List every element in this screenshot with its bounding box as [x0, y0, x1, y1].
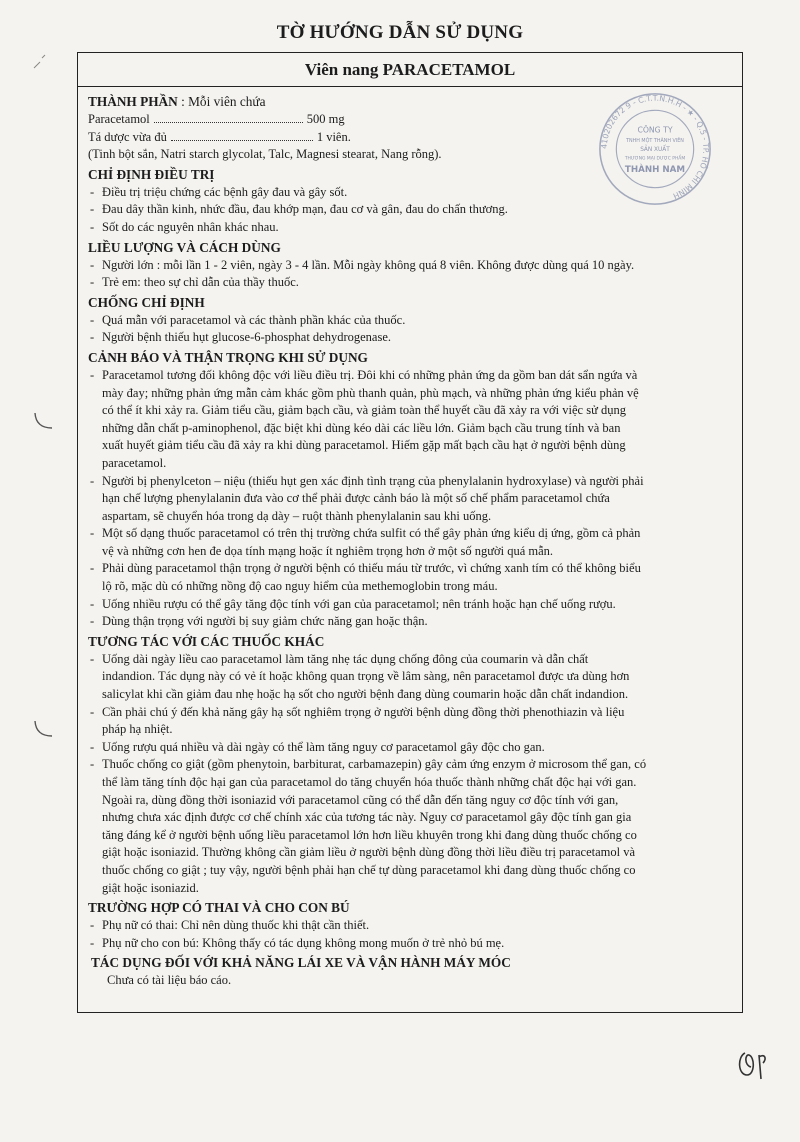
contraindications-item	[88, 329, 732, 347]
document-content	[78, 87, 742, 990]
dotted-leader	[154, 112, 303, 123]
text-line: - Paracetamol tương đối không độc với liều điều trị. Đôi khi có những phản ứng da gồm ban dát sẩn ngứa và	[102, 367, 638, 382]
text-line: - Uống nhiều rượu có thể gây tăng độc tính với gan của paracetamol; nên tránh hoặc hạn chế uống rượu.	[102, 596, 616, 611]
warnings-item	[88, 560, 732, 595]
text-line: có thể ít khi xảy ra. Giảm tiểu cầu, giảm bạch cầu, và giảm toàn thể huyết cầu đã xảy ra với việc sử dụng	[102, 403, 626, 418]
pregnancy-item	[88, 935, 732, 953]
company-stamp	[597, 91, 713, 207]
stamp-line: SẢN XUẤT	[640, 146, 670, 153]
text-line: tăng đáng kể ở người bệnh uống liều paracetamol lớn hơn liều khuyên trong khi đang dùng thuốc chống co	[102, 827, 637, 842]
text-line: giật hoặc isoniazid. Thường không cần giảm liều ở người bệnh dùng đồng thời liều điều trị paracetamol và	[102, 845, 636, 860]
text-line: hạn chế lượng phenylalanin đưa vào cơ thể phải được cảnh báo là một số chế phẩm paracetamol chứa	[102, 491, 610, 506]
warnings-item	[88, 367, 732, 473]
stamp-ring-text: 410202672 9 - C.T.T.N.H.H - ★ - Q.5 - TP. HỒ CHÍ MINH	[599, 93, 711, 201]
sections	[88, 165, 732, 990]
interactions-heading: TƯƠNG TÁC VỚI CÁC THUỐC KHÁC	[88, 633, 325, 649]
interactions-item	[88, 651, 732, 704]
pregnancy-item	[88, 917, 732, 935]
warnings-item	[88, 525, 732, 560]
dosage-item	[88, 274, 732, 292]
text-line: thể làm tăng tính độc hại gan của paracetamol do tăng chuyển hóa thuốc thành những chất độc hại với gan.	[102, 775, 637, 789]
ingredient-name: Paracetamol	[88, 112, 150, 126]
text-line: - Người bệnh thiếu hụt glucose-6-phosphat dehydrogenase.	[102, 330, 392, 345]
text-line: - Điều trị triệu chứng các bệnh gây đau và gây sốt.	[102, 184, 348, 199]
ingredient-amount: 500 mg	[306, 112, 345, 126]
indications-item	[88, 219, 732, 237]
text-line: - Dùng thận trọng với người bị suy giảm chức năng gan hoặc thận.	[102, 614, 428, 629]
document-title: TỜ HƯỚNG DẪN SỬ DỤNG	[276, 22, 524, 43]
text-line: nhưng chưa xác định được cơ chế chính xác của tương tác này. Nguy cơ paracetamol gây độc tính gan gia	[102, 810, 632, 825]
text-line: - Phụ nữ có thai: Chỉ nên dùng thuốc khi thật cần thiết.	[102, 918, 370, 933]
hole-punch-mark	[32, 410, 56, 434]
text-line: giật hoặc isoniazid.	[102, 880, 199, 895]
ingredient-amount: 1 viên.	[316, 129, 351, 144]
interactions-item	[88, 704, 732, 739]
dotted-leader	[171, 130, 313, 141]
excipients-note: (Tinh bột sắn, Natri starch glycolat, Talc, Magnesi stearat, Nang rỗng).	[88, 147, 442, 162]
text-line: vệ và những cơn hen đe dọa tính mạng hoặc ít nghiêm trọng hơn ở một số người quá mẫn.	[102, 543, 554, 558]
indications-heading: CHỈ ĐỊNH ĐIỀU TRỊ	[88, 166, 215, 182]
warnings-item	[88, 473, 732, 526]
text-line: mày đay; những phản ứng mẫn cảm khác gồm phù thanh quản, phù mạch, và những phản ứng kiểu phản vệ	[102, 385, 639, 400]
composition-heading-note: : Mỗi viên chứa	[177, 94, 266, 109]
stamp-line: TNHH MỘT THÀNH VIÊN	[626, 139, 684, 145]
text-line: những dẫn chất p-aminophenol, đặc biệt khi dùng kéo dài các liều lớn. Giảm bạch cầu trung tính và ban	[102, 420, 621, 435]
scan-speck	[28, 48, 58, 78]
text-line: salicylat khi cần giảm đau nhẹ hoặc hạ sốt cho người bệnh đang dùng coumarin hoặc dẫn chất indandion.	[102, 687, 629, 702]
composition-heading-text: THÀNH PHẦN	[88, 94, 178, 109]
text-line: - Một số dạng thuốc paracetamol có trên thị trường chứa sulfit có thể gây phản ứng kiểu dị ứng, gồm cả phản	[102, 526, 641, 541]
driving-text: Chưa có tài liệu báo cáo.	[107, 973, 232, 988]
text-line: - Người bị phenylceton – niệu (thiếu hụt gen xác định tình trạng của phenylalanin hydroxylase) và người phải	[102, 473, 644, 488]
driving-heading: TÁC DỤNG ĐỐI VỚI KHẢ NĂNG LÁI XE VÀ VẬN HÀNH MÁY MÓC	[91, 955, 511, 971]
text-line: thuốc chống co giật ; tuy vậy, người bệnh phải hạn chế tự dùng paracetamol khi đang dùng thuốc chống co	[102, 862, 636, 877]
contraindications-item	[88, 312, 732, 330]
interactions-item	[88, 739, 732, 757]
document-frame	[77, 52, 743, 1013]
contraindications-heading: CHỐNG CHỈ ĐỊNH	[88, 294, 205, 310]
text-line: - Uống rượu quá nhiều và dài ngày có thể làm tăng nguy cơ paracetamol gây độc cho gan.	[102, 739, 545, 754]
text-line: - Sốt do các nguyên nhân khác nhau.	[102, 219, 279, 234]
product-name: Viên nang PARACETAMOL	[78, 53, 742, 87]
text-line: - Đau dây thần kinh, nhức đầu, đau khớp mạn, đau cơ và gân, đau do chấn thương.	[102, 202, 508, 217]
text-line: - Người lớn : mỗi lần 1 - 2 viên, ngày 3 - 4 lần. Mỗi ngày không quá 8 viên. Không được dùng quá 10 ngày.	[102, 257, 635, 272]
text-line: - Phụ nữ cho con bú: Không thấy có tác dụng không mong muốn ở trẻ nhỏ bú mẹ.	[102, 935, 505, 950]
warnings-item	[88, 596, 732, 614]
stamp-line: THÀNH NAM	[624, 165, 686, 176]
text-line: - Thuốc chống co giật (gồm phenytoin, barbiturat, carbamazepin) gây cảm ứng enzym ở microsom thể gan, có	[102, 757, 647, 772]
ingredient-name: Tá dược vừa đủ	[88, 129, 167, 144]
warnings-item	[88, 613, 732, 631]
warnings-heading: CẢNH BÁO VÀ THẬN TRỌNG KHI SỬ DỤNG	[88, 349, 368, 365]
stamp-line: CÔNG TY	[637, 125, 673, 135]
text-line: Ngoài ra, dùng đồng thời isoniazid với paracetamol cũng có thể dẫn đến tăng nguy cơ độc tính với gan,	[102, 792, 619, 807]
text-line: - Uống dài ngày liều cao paracetamol làm tăng nhẹ tác dụng chống đông của coumarin và dẫn chất	[102, 651, 589, 666]
dosage-item	[88, 257, 732, 275]
pregnancy-heading: TRƯỜNG HỢP CÓ THAI VÀ CHO CON BÚ	[88, 900, 350, 916]
text-line: paracetamol.	[102, 455, 167, 470]
handwritten-signature	[735, 1045, 785, 1090]
dosage-heading: LIỀU LƯỢNG VÀ CÁCH DÙNG	[88, 239, 281, 255]
hole-punch-mark	[32, 718, 56, 742]
text-line: - Quá mẫn với paracetamol và các thành phần khác của thuốc.	[102, 312, 406, 327]
interactions-item	[88, 756, 732, 897]
text-line: pháp hạ nhiệt.	[102, 722, 173, 737]
text-line: lộ rõ, mặc dù có những nồng độ cao nguy hiểm của methemoglobin trong máu.	[102, 579, 498, 594]
text-line: - Cần phải chú ý đến khả năng gây hạ sốt nghiêm trọng ở người bệnh dùng đồng thời phenothiazin và liệu	[102, 704, 625, 719]
text-line: indandion. Tác dụng này có vẻ ít hoặc không quan trọng về lâm sàng, nên paracetamol được ưa dùng hơn	[102, 669, 630, 684]
text-line: - Trẻ em: theo sự chỉ dẫn của thầy thuốc.	[102, 275, 299, 290]
stamp-line: THƯƠNG MẠI DƯỢC PHẨM	[624, 156, 686, 162]
text-line: aspartam, sẽ chuyển hóa trong dạ dày – ruột thành phenylalanin sau khi uống.	[102, 508, 492, 523]
text-line: - Phải dùng paracetamol thận trọng ở người bệnh có thiếu máu từ trước, vì chứng xanh tím có thể không biểu	[102, 561, 641, 576]
text-line: xuất huyết giảm tiểu cầu đã xảy ra khi dùng paracetamol. Hiếm gặp mất bạch cầu hạt ở người bệnh dùng	[102, 438, 626, 453]
signature-drawing	[735, 1045, 785, 1085]
